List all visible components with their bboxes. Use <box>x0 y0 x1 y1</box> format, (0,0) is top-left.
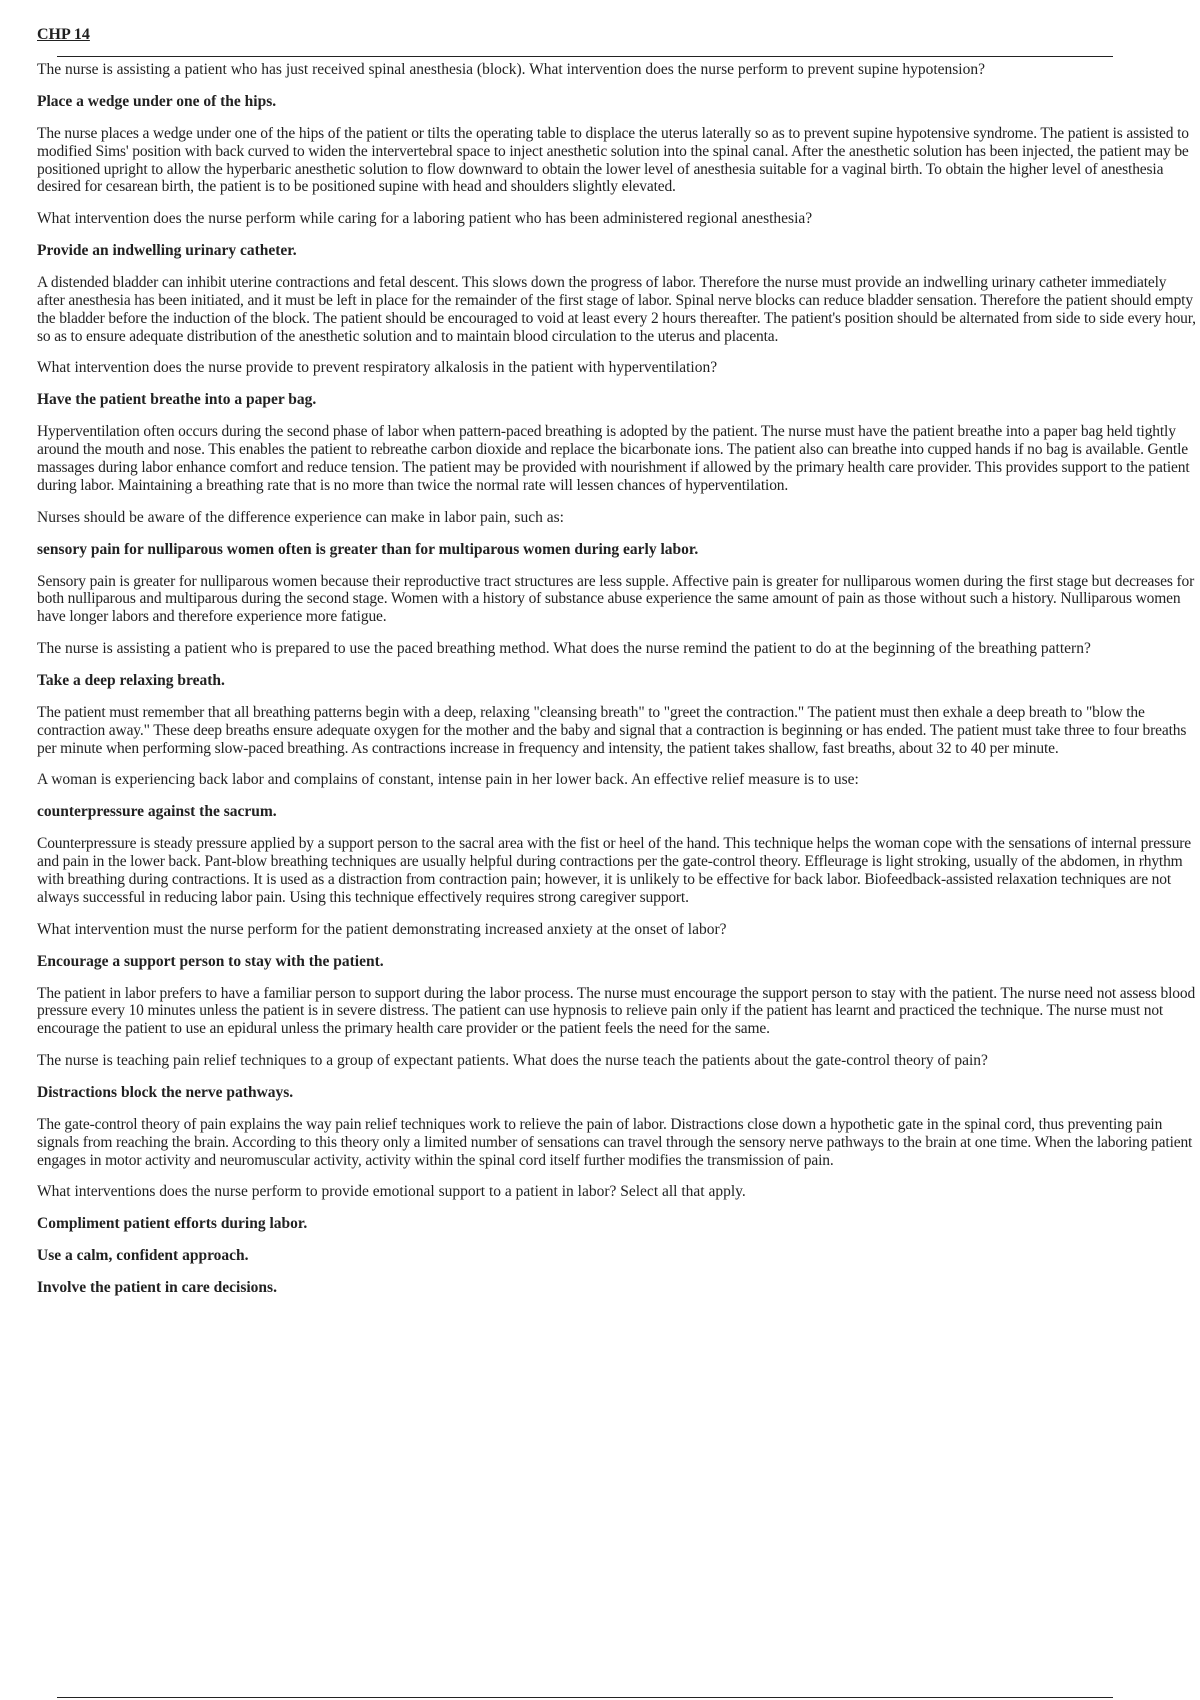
question-text: What intervention must the nurse perform for the patient demonstrating increased anxiety at the onset of labor? <box>37 920 727 938</box>
question-text: The nurse is assisting a patient who is prepared to use the paced breathing method. What does the nurse remind the patient to do at the beginning of the breathing pattern? <box>37 639 1091 657</box>
answer-text: Provide an indwelling urinary catheter. <box>37 242 297 260</box>
rationale-text: The gate-control theory of pain explains the way pain relief techniques work to relieve the pain of labor. Distractions close down a hypothetic gate in the spinal cord, thus preventing pain signals from reaching the brain. According to this theory only a limited number of sensations can travel through the sensory nerve pathways to the brain at one time. When the laboring patient engages in motor activity and neuromuscular activity, activity within the spinal cord itself further modifies the transmission of pain. <box>37 1115 1193 1169</box>
question-text: The nurse is assisting a patient who has just received spinal anesthesia (block). What intervention does the nurse perform to prevent supine hypotension? <box>37 61 985 78</box>
qa-item-2 <box>37 210 1197 345</box>
bottom-divider <box>57 1697 1113 1698</box>
rationale-text: The patient must remember that all breathing patterns begin with a deep, relaxing "cleansing breath" to "greet the contraction." The patient must then exhale a deep breath to "blow the contraction away." These deep breaths ensure adequate oxygen for the mother and the baby and signal that a contraction is beginning or has ended. The patient must take three to four breaths per minute when performing slow-paced breathing. As contractions increase in frequency and intensity, the patient takes shallow, fast breaths, about 32 to 40 per minute. <box>37 703 1187 757</box>
top-divider <box>57 56 1113 57</box>
answer-text: Involve the patient in care decisions. <box>37 1279 277 1297</box>
document-body <box>37 61 1197 1311</box>
question-text: What intervention does the nurse provide to prevent respiratory alkalosis in the patient with hyperventilation? <box>37 359 718 377</box>
answer-text: Take a deep relaxing breath. <box>37 671 225 689</box>
rationale-text: The nurse places a wedge under one of the hips of the patient or tilts the operating table to displace the uterus laterally so as to prevent supine hypotensive syndrome. The patient is assisted to modified Sims' position with back curved to widen the intervertebral space to inject anesthetic solution into the spinal canal. After the anesthetic solution has been injected, the patient may be positioned upright to allow the hyperbaric anesthetic solution to flow downward to obtain the lower level of anesthesia suitable for a vaginal birth. To obtain the higher level of anesthesia desired for cesarean birth, the patient is to be positioned supine with head and shoulders slightly elevated. <box>37 125 1189 196</box>
question-text: Nurses should be aware of the difference experience can make in labor pain, such as: <box>37 508 564 526</box>
qa-item-7 <box>37 921 1197 1038</box>
question-text: What intervention does the nurse perform while caring for a laboring patient who has been administered regional anesthesia? <box>37 210 813 228</box>
answer-text: Place a wedge under one of the hips. <box>37 93 277 110</box>
answer-text: Have the patient breathe into a paper bag. <box>37 391 317 409</box>
page-title: CHP 14 <box>37 26 90 43</box>
question-text: What interventions does the nurse perform to provide emotional support to a patient in labor? Select all that apply. <box>37 1183 746 1201</box>
answer-text: sensory pain for nulliparous women often is greater than for multiparous women during early labor. <box>37 540 699 558</box>
rationale-text: Hyperventilation often occurs during the second phase of labor when pattern-paced breathing is adopted by the patient. The nurse must have the patient breathe into a paper bag held tightly around the mouth and nose. This enables the patient to rebreathe carbon dioxide and replace the bicarbonate ions. The patient also can breathe into cupped hands if no bag is available. Gentle massages during labor enhance comfort and reduce tension. The patient may be provided with nourishment if allowed by the primary health care provider. This provides support to the patient during labor. Maintaining a breathing rate that is no more than twice the normal rate will lessen chances of hyperventilation. <box>37 423 1190 494</box>
answer-text: Encourage a support person to stay with the patient. <box>37 952 384 970</box>
answer-text: Use a calm, confident approach. <box>37 1247 249 1265</box>
qa-item-6 <box>37 771 1197 906</box>
question-text: The nurse is teaching pain relief techniques to a group of expectant patients. What does the nurse teach the patients about the gate-control theory of pain? <box>37 1051 988 1069</box>
qa-item-9 <box>37 1183 1197 1297</box>
qa-item-3 <box>37 359 1197 494</box>
qa-item-4 <box>37 509 1197 626</box>
answer-text: counterpressure against the sacrum. <box>37 803 277 821</box>
answer-text: Compliment patient efforts during labor. <box>37 1215 308 1233</box>
question-text: A woman is experiencing back labor and complains of constant, intense pain in her lower back. An effective relief measure is to use: <box>37 771 859 789</box>
qa-item-1 <box>37 61 1197 196</box>
qa-item-8 <box>37 1052 1197 1169</box>
document-header <box>37 24 1195 46</box>
rationale-text: The patient in labor prefers to have a familiar person to support during the labor process. The nurse must encourage the support person to stay with the patient. The nurse need not assess blood pressure every 10 minutes unless the patient is in severe distress. The patient can use hypnosis to relieve pain only if the patient has learnt and practiced the technique. The nurse must not encourage the patient to use an epidural unless the primary health care provider or the patient feels the need for the same. <box>37 984 1196 1038</box>
rationale-text: A distended bladder can inhibit uterine contractions and fetal descent. This slows down the progress of labor. Therefore the nurse must provide an indwelling urinary catheter immediately after anesthesia has been initiated, and it must be left in place for the remainder of the first stage of labor. Spinal nerve blocks can reduce bladder sensation. Therefore the patient should empty the bladder before the induction of the block. The patient should be encouraged to void at least every 2 hours thereafter. The patient's position should be alternated from side to side every hour, so as to ensure adequate distribution of the anesthetic solution and to maintain blood circulation to the uterus and placenta. <box>37 274 1196 345</box>
rationale-text: Sensory pain is greater for nulliparous women because their reproductive tract structures are less supple. Affective pain is greater for nulliparous women during the first stage but decreases for both nulliparous and multiparous during the second stage. Women with a history of substance abuse experience the same amount of pain as those without such a history. Nulliparous women have longer labors and therefore experience more fatigue. <box>37 572 1195 626</box>
answer-text: Distractions block the nerve pathways. <box>37 1083 294 1101</box>
rationale-text: Counterpressure is steady pressure applied by a support person to the sacral area with the fist or heel of the hand. This technique helps the woman cope with the sensations of internal pressure and pain in the lower back. Pant-blow breathing techniques are usually helpful during contractions per the gate-control theory. Effleurage is light stroking, usually of the abdomen, in rhythm with breathing during contractions. It is used as a distraction from contraction pain; however, it is unlikely to be effective for back labor. Biofeedback-assisted relaxation techniques are not always successful in reducing labor pain. Using this technique effectively requires strong caregiver support. <box>37 835 1192 906</box>
qa-item-5 <box>37 640 1197 757</box>
